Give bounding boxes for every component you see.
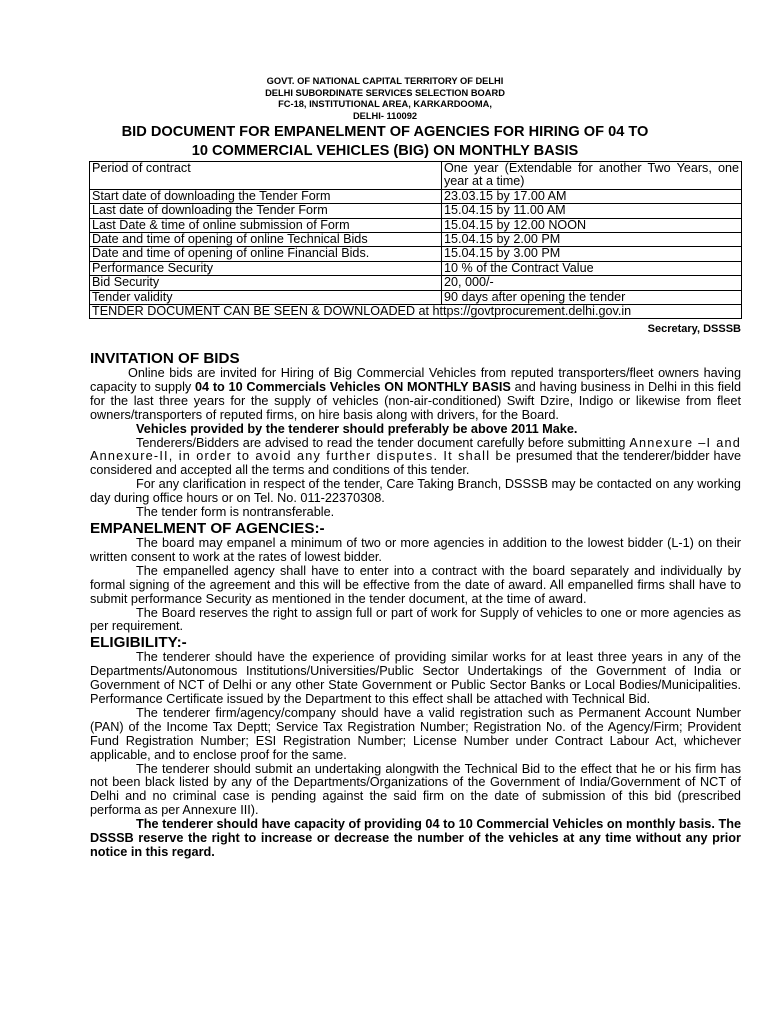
document-title-line1: BID DOCUMENT FOR EMPANELMENT OF AGENCIES FOR HIRING OF 04 TO	[121, 124, 649, 140]
invitation-paragraph	[90, 367, 741, 423]
advice-text-b: Annexure –I and Annexure-II, in order to avoid any further disputes. It shall be	[90, 435, 741, 464]
table-row	[90, 218, 742, 232]
row-value: 15.04.15 by 3.00 PM	[442, 247, 742, 261]
row-value: One year (Extendable for another Two Years, one year at a time)	[442, 162, 742, 190]
document-header	[0, 76, 770, 160]
table-row	[90, 276, 742, 290]
row-label: Last Date & time of online submission of Form	[90, 218, 442, 232]
row-label: Tender validity	[90, 290, 442, 304]
row-label: Performance Security	[90, 261, 442, 275]
row-value: 15.04.15 by 2.00 PM	[442, 233, 742, 247]
invitation-text-bold: 04 to 10 Commercials Vehicles ON MONTHLY BASIS	[194, 379, 511, 394]
advice-text-a: Tenderers/Bidders are advised to read the tender document carefully before submitting	[136, 435, 630, 450]
advice-text-c: presumed that the tenderer/bidder have considered and accepted all the terms and conditions of this tender.	[90, 449, 742, 478]
invitation-text-a: Online bids are invited for Hiring of Big Commercial Vehicles from reputed transporters/fleet owners having capacity to supply	[90, 366, 741, 394]
row-label: Last date of downloading the Tender Form	[90, 204, 442, 218]
table-row	[90, 204, 742, 218]
eligibility-paragraph: The tenderer should submit an undertaking alongwith the Technical Bid to the effect that he or his firm has not been black listed by any of the Departments/Organizations of the Government of India/Government of NCT of Delhi and no criminal case is pending against the said firm on the date of submission of this bid (prescribed performa as per Annexure III).	[90, 761, 741, 818]
document-title-line2: 10 COMMERCIAL VEHICLES (BIG) ON MONTHLY BASIS	[191, 143, 579, 159]
row-label: Period of contract	[90, 162, 442, 190]
row-label: Date and time of opening of online Technical Bids	[90, 233, 442, 247]
vehicle-make-note: Vehicles provided by the tenderer should preferably be above 2011 Make.	[136, 421, 578, 436]
table-footer-row	[90, 305, 742, 319]
table-row	[90, 290, 742, 304]
header-board: DELHI SUBORDINATE SERVICES SELECTION BOARD	[265, 87, 505, 98]
eligibility-paragraph: The tenderer firm/agency/company should have a valid registration such as Permanent Account Number (PAN) of the Income Tax Deptt; Service Tax Registration Number; Registration No. of the Agency/Firm; Provident Fund Registration Number; ESI Registration Number; License Number under Contract Labour Act, whichever applicable, and to enclose proof for the same.	[90, 705, 741, 762]
empanelment-heading: EMPANELMENT OF AGENCIES:-	[90, 519, 325, 537]
row-value: 10 % of the Contract Value	[442, 261, 742, 275]
download-notice: TENDER DOCUMENT CAN BE SEEN & DOWNLOADED at https://govtprocurement.delhi.gov.in	[90, 305, 742, 319]
empanelment-paragraph: The board may empanel a minimum of two or more agencies in addition to the lowest bidder (L-1) on their written consent to work at the rates of lowest bidder.	[90, 535, 741, 564]
empanelment-paragraph: The Board reserves the right to assign full or part of work for Supply of vehicles to one or more agencies as per requirement.	[90, 605, 741, 634]
table-row	[90, 189, 742, 203]
row-label: Bid Security	[90, 276, 442, 290]
eligibility-heading: ELIGIBILITY:-	[90, 634, 187, 652]
eligibility-capacity-note: The tenderer should have capacity of providing 04 to 10 Commercial Vehicles on monthly basis. The DSSSB reserve the right to increase or decrease the number of the vehicles at any time without any prior notice in this regard.	[90, 817, 741, 859]
row-label: Date and time of opening of online Financial Bids.	[90, 247, 442, 261]
row-value: 15.04.15 by 12.00 NOON	[442, 218, 742, 232]
empanelment-paragraph: The empanelled agency shall have to enter into a contract with the board separately and individually by formal signing of the agreement and this will be effective from the date of award. All empanelled firms shall have to submit performance Security as mentioned in the tender document, at the time of award.	[90, 563, 741, 606]
row-value: 20, 000/-	[442, 276, 742, 290]
table-row	[90, 247, 742, 261]
row-value: 15.04.15 by 11.00 AM	[442, 204, 742, 218]
invitation-heading: INVITATION OF BIDS	[90, 350, 240, 367]
table-row	[90, 261, 742, 275]
advice-paragraph	[90, 437, 741, 479]
nontransferable-note: The tender form is nontransferable.	[136, 505, 335, 520]
header-address: FC-18, INSTITUTIONAL AREA, KARKARDOOMA,	[278, 99, 492, 109]
header-city: DELHI- 110092	[352, 110, 418, 121]
invitation-text-c: and having business in Delhi in this field for the last three years for the supply of vehicles (non-air-conditioned) Swift Dzire, Indigo or likewise from fleet owners/transporters of reputed firms, on hire basis along with drivers, for the Board.	[90, 379, 742, 422]
clarification-paragraph: For any clarification in respect of the tender, Care Taking Branch, DSSSB may be contacted on any working day during office hours or on Tel. No. 011-22370308.	[90, 477, 741, 506]
row-value: 90 days after opening the tender	[442, 290, 742, 304]
row-value: 23.03.15 by 17.00 AM	[442, 189, 742, 203]
eligibility-paragraph: The tenderer should have the experience of providing similar works for at least three years in any of the Departments/Autonomous Institutions/Universities/Public Sector Undertakings of the Government of India or Government of NCT of Delhi or any other State Government or Public Sector Banks or Local Bodies/Municipalities. Performance Certificate issued by the Department to this effect shall be attached with Technical Bid.	[90, 650, 741, 707]
row-label: Start date of downloading the Tender Form	[90, 189, 442, 203]
signatory: Secretary, DSSSB	[647, 323, 741, 335]
table-row	[90, 233, 742, 247]
table-row	[90, 162, 742, 190]
header-govt: GOVT. OF NATIONAL CAPITAL TERRITORY OF DELHI	[266, 76, 504, 86]
tender-info-table	[89, 161, 742, 319]
document-body	[90, 350, 741, 860]
